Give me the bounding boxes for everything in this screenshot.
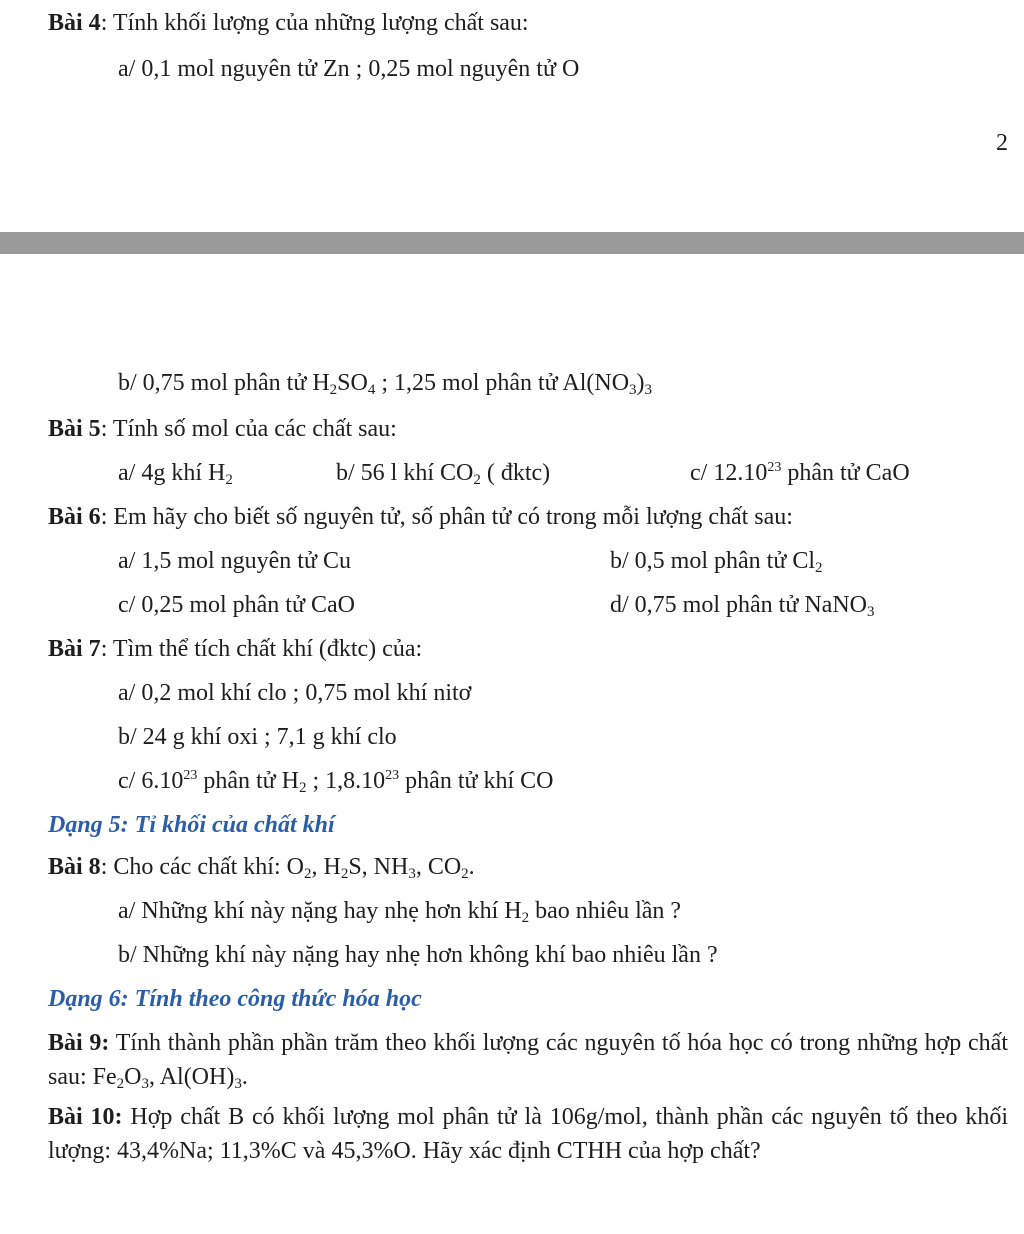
- bai4-title: Bài 4: [48, 10, 101, 36]
- page-break-band: [0, 232, 1024, 254]
- bai9-title: Bài 9:: [48, 1030, 110, 1056]
- bai6-d: d/ 0,75 mol phân tử NaNO$_3$: [610, 592, 875, 620]
- bai4-heading: [48, 8, 529, 38]
- bai7-c: c/ 6.10$^{23}$ phân tử $H_2$ ; 1,8.10$^{23}$ phân tử khí CO: [118, 768, 554, 796]
- bai6-b: b/ 0,5 mol phân tử $Cl_2$: [610, 548, 823, 576]
- bai10-title: Bài 10:: [48, 1104, 123, 1130]
- section-dang-5: Dạng 5: Tỉ khối của chất khí: [48, 812, 335, 838]
- bai5-title: Bài 5: [48, 416, 101, 442]
- bai5-c: c/ 12.10$^{23}$ phân tử CaO: [690, 460, 910, 486]
- bai7-a: a/ 0,2 mol khí clo ; 0,75 mol khí nitơ: [118, 680, 472, 706]
- bai6-heading: Bài 6: Em hãy cho biết số nguyên tử, số phân tử có trong mỗi lượng chất sau:: [48, 504, 793, 530]
- bai5-b: b/ 56 l khí $CO_2$ ( đktc): [336, 460, 551, 488]
- bai8-heading: Bài 8: Cho các chất khí: $O_2$, $H_2S$, $NH_3$, $CO_2$.: [48, 854, 475, 882]
- bai8-a: a/ Những khí này nặng hay nhẹ hơn khí $H_2$ bao nhiêu lần ?: [118, 898, 682, 926]
- bai7-heading: Bài 7: Tìm thể tích chất khí (đktc) của:: [48, 636, 423, 662]
- bai6-a: a/ 1,5 mol nguyên tử Cu: [118, 548, 351, 574]
- bai4-a: a/ 0,1 mol nguyên tử Zn ; 0,25 mol nguyên tử O: [118, 56, 580, 82]
- bai8-title: Bài 8: [48, 854, 101, 880]
- bai9-paragraph: Bài 9: Tính thành phần phần trăm theo khối lượng các nguyên tố hóa học có trong những hợp chất sau: $Fe_2O_3$, $Al(OH)_3$.: [48, 1030, 1009, 1092]
- bai7-b: b/ 24 g khí oxi ; 7,1 g khí clo: [118, 724, 397, 750]
- bai10-paragraph: Bài 10: Hợp chất B có khối lượng mol phân tử là 106g/mol, thành phần các nguyên tố theo khối lượng: 43,4%Na; 11,3%C và 45,3%O. Hãy xác định CTHH của hợp chất?: [48, 1104, 1009, 1164]
- page-number: 2: [996, 130, 1008, 156]
- bai5-a: a/ 4g khí $H_2$: [118, 460, 233, 488]
- bai7-title: Bài 7: [48, 636, 101, 662]
- section-dang-6: Dạng 6: Tính theo công thức hóa học: [48, 986, 422, 1012]
- bai5-heading: Bài 5: Tính số mol của các chất sau:: [48, 416, 397, 442]
- bai4-b: b/ 0,75 mol phân tử $H_2SO_4$ ; 1,25 mol phân tử $Al(NO_3)_3$: [118, 370, 653, 398]
- bai4-text: : Tính khối lượng của những lượng chất sau:: [100, 10, 529, 36]
- bai6-c: c/ 0,25 mol phân tử CaO: [118, 592, 355, 618]
- bai6-title: Bài 6: [48, 504, 101, 530]
- bai8-b: b/ Những khí này nặng hay nhẹ hơn không khí bao nhiêu lần ?: [118, 942, 718, 968]
